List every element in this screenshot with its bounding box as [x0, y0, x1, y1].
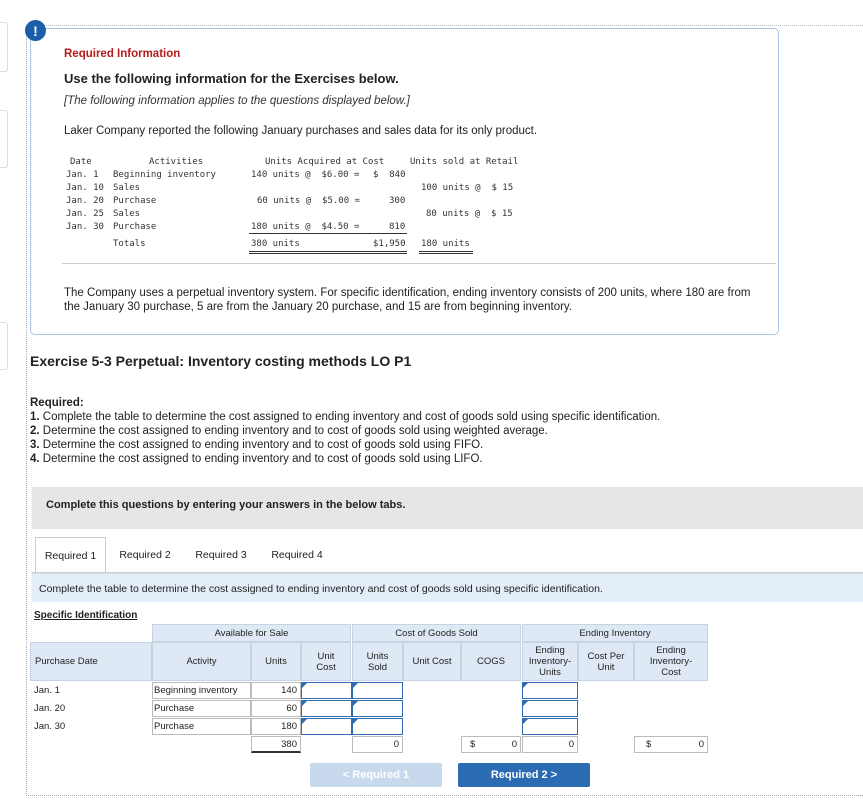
- header-units-sold: Units Sold: [352, 642, 403, 681]
- tab-required-4[interactable]: Required 4: [271, 549, 323, 561]
- total-ending-cost: 0: [698, 739, 704, 750]
- row-activity: Sales: [113, 209, 141, 219]
- header-units: Units: [251, 642, 301, 681]
- header-cogs: COGS: [461, 642, 521, 681]
- row-activity: Purchase: [113, 222, 157, 232]
- ending-units-input[interactable]: [522, 682, 578, 699]
- total-cogs-currency: $: [470, 739, 476, 750]
- totals-cost: $1,950: [373, 239, 406, 249]
- laker-description: Laker Company reported the following January purchases and sales data for its only product.: [64, 125, 538, 137]
- total-ending-cost-currency: $: [646, 739, 652, 750]
- applies-note: [The following information applies to the questions displayed below.]: [64, 95, 410, 107]
- required-item-4: 4. Determine the cost assigned to ending inventory and to cost of goods sold using LIFO.: [30, 453, 483, 465]
- required-list: [30, 396, 660, 466]
- tab-required-2[interactable]: Required 2: [119, 549, 171, 561]
- row-date: Jan. 25: [66, 209, 104, 219]
- row-purchase-date: Jan. 20: [34, 703, 66, 714]
- required-information-heading: Required Information: [64, 48, 181, 60]
- total-units-sold: 0: [393, 739, 399, 750]
- tab-required-3[interactable]: Required 3: [195, 549, 247, 561]
- prev-required-button[interactable]: < Required 1: [310, 763, 442, 787]
- row-date: Jan. 10: [66, 183, 104, 193]
- row-acquired: 180 units @ $4.50 =: [251, 222, 360, 232]
- header-purchase-date: Purchase Date: [30, 642, 152, 681]
- row-date: Jan. 1: [66, 170, 99, 180]
- total-ending-units: 0: [568, 739, 574, 750]
- unit-cost-input[interactable]: [301, 682, 352, 699]
- col-header-date: Date: [70, 157, 92, 167]
- row-acquired: 140 units @ $6.00 =: [251, 170, 360, 180]
- units-sold-input[interactable]: [352, 718, 403, 735]
- header-activity: Activity: [152, 642, 251, 681]
- ending-units-input[interactable]: [522, 718, 578, 735]
- total-units: 380: [281, 739, 297, 750]
- required-information-box: [30, 28, 779, 335]
- group-available-for-sale: Available for Sale: [152, 624, 351, 642]
- left-panel-fragment: [0, 322, 8, 370]
- units-sold-input[interactable]: [352, 682, 403, 699]
- header-ending-inventory-units: Ending Inventory- Units: [522, 642, 578, 681]
- row-purchase-date: Jan. 30: [34, 721, 66, 732]
- totals-underline: [249, 251, 407, 252]
- ending-units-input[interactable]: [522, 700, 578, 717]
- unit-cost-input[interactable]: [301, 700, 352, 717]
- totals-label: Totals: [113, 239, 146, 249]
- specific-identification-title: Specific Identification: [34, 610, 138, 621]
- row-activity: Purchase: [113, 196, 157, 206]
- left-panel-fragment: [0, 110, 8, 168]
- row-activity: Beginning inventory: [154, 685, 238, 696]
- exercise-title: Exercise 5-3 Perpetual: Inventory costing methods LO P1: [30, 353, 412, 369]
- header-cost-per-unit: Cost Per Unit: [578, 642, 634, 681]
- row-sold: 80 units @ $ 15: [426, 209, 513, 219]
- row-units: 180: [281, 721, 297, 732]
- row-units: 60: [286, 703, 297, 714]
- required-item-2: 2. Determine the cost assigned to ending inventory and to cost of goods sold using weighted average.: [30, 425, 548, 437]
- subtotal-underline: [249, 233, 407, 234]
- row-date: Jan. 20: [66, 196, 104, 206]
- required-item-1: 1. Complete the table to determine the cost assigned to ending inventory and cost of goods sold using specific identification.: [30, 411, 661, 423]
- row-sold: 100 units @ $ 15: [421, 183, 514, 193]
- required-label: Required:: [30, 397, 84, 409]
- col-header-units-acquired: Units Acquired at Cost: [265, 157, 385, 167]
- alert-icon: !: [25, 20, 46, 41]
- row-purchase-date: Jan. 1: [34, 685, 60, 696]
- total-cogs: 0: [511, 739, 517, 750]
- group-ending-inventory: Ending Inventory: [522, 624, 708, 642]
- row-activity: Purchase: [154, 721, 195, 732]
- use-following-text: Use the following information for the Exercises below.: [64, 71, 399, 86]
- unit-cost-input[interactable]: [301, 718, 352, 735]
- row-date: Jan. 30: [66, 222, 104, 232]
- instructions-band: Complete this questions by entering your answers in the below tabs.: [32, 487, 863, 529]
- row-acquired: 60 units @ $5.00 =: [257, 196, 360, 206]
- group-cost-of-goods-sold: Cost of Goods Sold: [352, 624, 521, 642]
- row-cost: 300: [389, 196, 406, 206]
- row-cost: 810: [389, 222, 406, 232]
- header-unit-cost-cogs: Unit Cost: [403, 642, 461, 681]
- required-item-3: 3. Determine the cost assigned to ending inventory and to cost of goods sold using FIFO.: [30, 439, 484, 451]
- units-sold-input[interactable]: [352, 700, 403, 717]
- row-units: 140: [281, 685, 297, 696]
- totals-sold: 180 units: [421, 239, 470, 249]
- left-panel-fragment: [0, 22, 8, 72]
- perpetual-description: The Company uses a perpetual inventory system. For specific identification, ending inventory consists of 200 units, where 180 are from the January 30 purchase, 5 are from the January 20 purchase, and 15 are from beginning inventory.: [64, 287, 751, 313]
- row-activity: Sales: [113, 183, 141, 193]
- header-ending-inventory-cost: Ending Inventory- Cost: [634, 642, 708, 681]
- row-activity: Purchase: [154, 703, 195, 714]
- col-header-activities: Activities: [149, 157, 204, 167]
- row-cost: $ 840: [373, 170, 406, 180]
- col-header-units-sold: Units sold at Retail: [410, 157, 519, 167]
- tab-required-1[interactable]: Required 1: [35, 537, 106, 573]
- tab-instruction: Complete the table to determine the cost assigned to ending inventory and cost of goods sold using specific identification.: [32, 573, 863, 602]
- row-activity: Beginning inventory: [113, 170, 216, 180]
- divider: [62, 263, 776, 264]
- totals-units: 380 units: [251, 239, 300, 249]
- next-required-button[interactable]: Required 2 >: [458, 763, 590, 787]
- header-unit-cost: Unit Cost: [301, 642, 351, 681]
